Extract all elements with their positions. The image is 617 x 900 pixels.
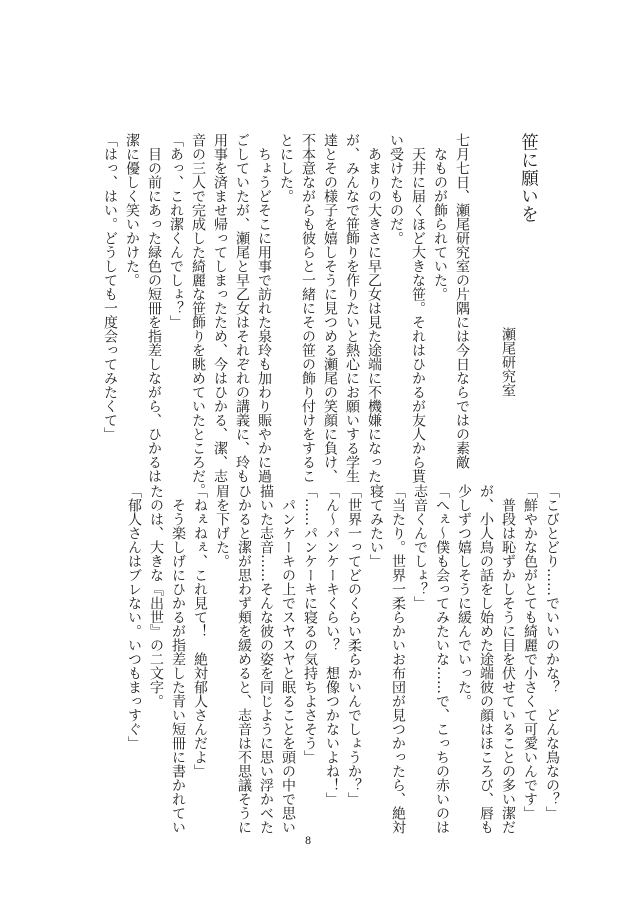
text-column: 「郁人さんはブレない。いつもまっすぐ」 <box>126 484 142 750</box>
author-name: 瀬尾研究室 <box>500 327 516 397</box>
story-title: 笹に願いを <box>518 133 539 223</box>
text-column: 「世界一ってどのくらい柔らかいんでしょうか？」 <box>346 484 362 806</box>
text-column: 音の三人で完成した綺麗な笹飾りを眺めていたところだ。 <box>190 133 206 497</box>
text-column: 普段は恥ずかしそうに目を伏せていることの多い潔だ <box>500 498 516 834</box>
text-column: ひかると潔が思わず頬を緩めると、志音は不思議そうに <box>236 484 252 834</box>
text-column: 「あっ、これ潔くんでしょ？」 <box>168 133 184 329</box>
text-column: そう楽しげにひかるが指差した青い短冊に書かれてい <box>170 498 186 834</box>
text-column: 七月七日、瀬尾研究室の片隅には今日ならではの素敵 <box>454 133 470 469</box>
text-column: 眉を下げた。 <box>214 484 230 568</box>
text-column: 達とその様子を嬉しそうに見つめる瀬尾の笑顔に負け、 <box>322 133 338 483</box>
page-number: 8 <box>304 836 312 847</box>
text-column: たのは、大きな『出世』の二文字。 <box>148 484 164 708</box>
text-column: 「……パンケーキに寝るの気持ちよさそう」 <box>302 484 318 764</box>
text-column: 「当たり。世界一柔らかいお布団が見つかったら、絶対 <box>390 484 406 834</box>
text-column: なものが飾られていた。 <box>432 147 448 301</box>
text-column: 「鮮やかな色がとても綺麗で小さくて可愛いんです」 <box>522 484 538 820</box>
text-column: 志音くんでしょ？」 <box>412 484 428 610</box>
text-column: パンケーキの上でスヤスヤと眠ることを頭の中で思い <box>280 498 296 834</box>
text-column: 用事を済ませ帰ってしまったため、今はひかる、潔、志 <box>212 133 228 483</box>
text-column: 「ねぇねぇ、これ見て！ 絶対郁人さんだよ」 <box>192 484 208 778</box>
text-column: ちょうどそこに用事で訪れた泉玲も加わり賑やかに過 <box>256 147 272 483</box>
text-column: あまりの大きさに早乙女は見た途端に不機嫌になった <box>366 147 382 483</box>
text-column: が、小人鳥の話をし始めた途端彼の顔はほころび、唇も <box>478 484 494 834</box>
text-column: 「はっ、はい。どうしても一度会ってみたくて」 <box>102 133 118 441</box>
text-column: 「こびとどり……でいいのかな？ どんな鳥なの？」 <box>544 484 560 820</box>
text-column: 「ん～パンケーキくらい？ 想像つかないよね！」 <box>324 484 340 806</box>
text-column: い受けたものだ。 <box>388 133 404 245</box>
text-column: ごしていたが、瀬尾と早乙女はそれぞれの講義に、玲も <box>234 133 250 483</box>
text-column: 描いた志音……そんな彼の姿を同じように思い浮かべた <box>258 484 274 834</box>
text-column: 天井に届くほど大きな笹。それはひかるが友人から貰 <box>410 147 426 483</box>
text-column: 不本意ながらも彼らと一緒にその笹の飾り付けをするこ <box>300 133 316 483</box>
text-column: 寝てみたい」 <box>368 484 384 568</box>
text-column: とにした。 <box>278 133 294 203</box>
text-column: 潔に優しく笑いかけた。 <box>124 133 140 287</box>
text-column: 「へぇ～僕も会ってみたいな……で、こっちの赤いのは <box>434 484 450 834</box>
text-column: 目の前にあった緑色の短冊を指差しながら、ひかるは <box>146 147 162 483</box>
text-column: 少しずつ嬉しそうに緩んでいった。 <box>456 484 472 708</box>
text-column: が、みんなで笹飾りを作りたいと熱心にお願いする学生 <box>344 133 360 483</box>
